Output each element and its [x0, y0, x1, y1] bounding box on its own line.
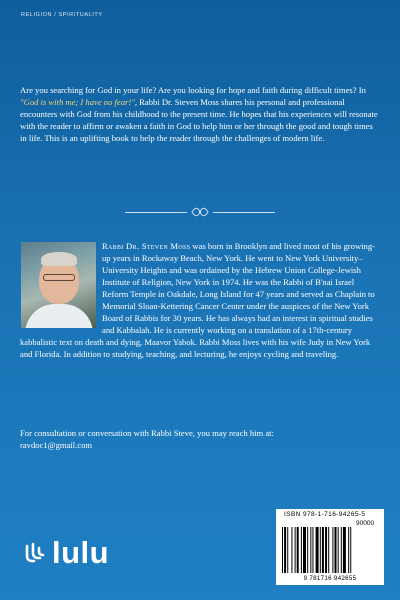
intro-text-after: , Rabbi Dr. Steven Moss shares his personal and professional encounters with God from his childhood to the present time. He hopes that his experiences will resonate with the reader to affirm or awaken a faith in God to help him or her through the good and tough times in life. This is an uplifting book to help the reader through the challenges of modern life.	[20, 97, 378, 143]
category-label: RELIGION / SPIRITUALITY	[21, 12, 103, 18]
price-code: 90000	[356, 520, 375, 527]
author-bio	[20, 240, 380, 360]
book-title-quote: "God is with me; I have no fear!"	[20, 97, 135, 107]
lulu-logo-icon	[24, 542, 46, 564]
flourish-icon	[191, 206, 209, 218]
publisher-name: lulu	[52, 535, 110, 570]
isbn-label: ISBN 978-1-716-94265-5	[284, 511, 366, 518]
contact-block	[20, 427, 380, 451]
publisher-logo	[24, 535, 110, 570]
barcode-digits: 9 781716 942655	[303, 575, 357, 582]
isbn-barcode	[276, 509, 384, 585]
intro-text-before: Are you searching for God in your life? Are you looking for hope and faith during difficult times? In	[20, 85, 366, 95]
author-name: Rabbi Dr. Steven Moss	[102, 241, 191, 251]
contact-email: ravdoc1@gmail.com	[20, 440, 93, 450]
divider-line-left	[125, 212, 187, 213]
barcode-bars	[282, 527, 378, 573]
divider-line-right	[213, 212, 275, 213]
contact-line: For consultation or conversation with Rabbi Steve, you may reach him at:	[20, 428, 274, 438]
intro-paragraph	[20, 84, 380, 144]
author-bio-text: was born in Brooklyn and lived most of his growing-up years in Rockaway Beach, New York. He went to New York University–University Heights and was ordained by the Hebrew Union College-Jewish Institute of Religion, New York in 1974. He was the Rabbi of B'nai Israel Reform Temple in Oakdale, Long Island for 47 years and served as Chaplain to Memorial Sloan-Kettering Cancer Center under the auspices of the New York Board of Rabbis for 30 years. He has always had an interest in spiritual studies and Kabbalah. He is currently working on a translation of a 17th-century kabbalistic text on death and dying, Maavor Yabok. Rabbi Moss lives with his wife Judy in New York and Florida. In addition to studying, teaching, and lecturing, he enjoys cycling and traveling.	[20, 241, 376, 359]
ornamental-divider	[125, 206, 275, 218]
